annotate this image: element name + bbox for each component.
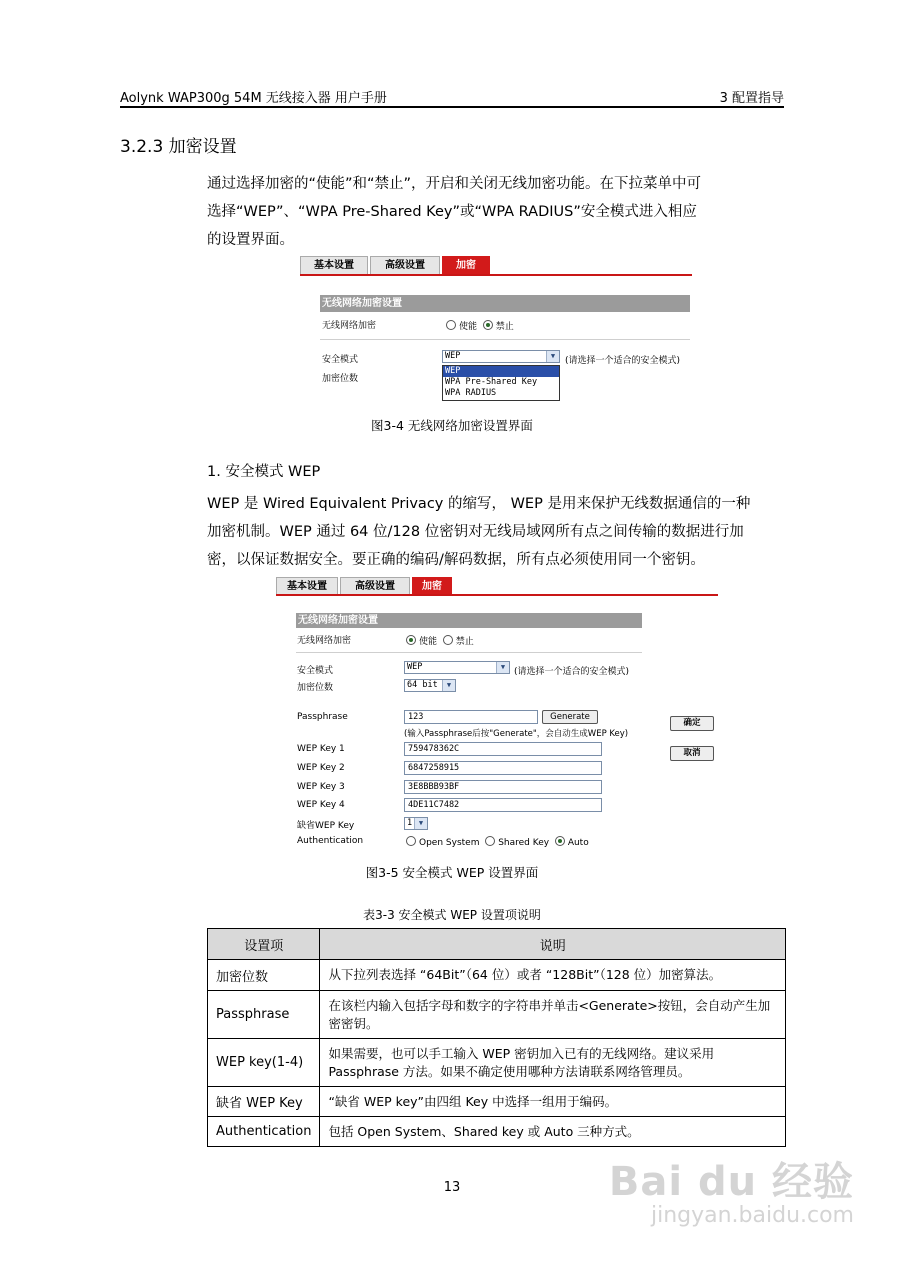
passphrase-label: Passphrase [297, 712, 348, 722]
table-cell-item: WEP key(1-4) [208, 1039, 320, 1087]
mode-select-value: WEP [407, 662, 423, 672]
bits-select[interactable] [404, 679, 456, 692]
encrypt-radio-group [446, 319, 514, 332]
panel-title: 无线网络加密设置 [320, 295, 690, 312]
default-key-value: 1 [407, 818, 413, 828]
wep-line: 密，以保证数据安全。要正确的编码/解码数据，所有点必须使用同一个密钥。 [207, 552, 705, 568]
radio-shared-key-label: Shared Key [498, 838, 550, 848]
watermark-url: jingyan.baidu.com [650, 1203, 854, 1228]
mode-select[interactable] [404, 661, 510, 674]
table-row [208, 1087, 786, 1117]
tab-underline [276, 594, 718, 596]
chevron-down-icon[interactable]: ▼ [496, 662, 509, 673]
table-row [208, 1039, 786, 1087]
radio-open-system[interactable] [406, 836, 416, 846]
intro-paragraph [207, 170, 785, 254]
tab-basic-settings[interactable]: 基本设置 [300, 256, 368, 274]
wep-key3-label: WEP Key 3 [297, 782, 345, 792]
intro-line: 的设置界面。 [207, 232, 294, 248]
intro-line: 通过选择加密的“使能”和“禁止”，开启和关闭无线加密功能。在下拉菜单中可 [207, 176, 702, 192]
mode-label: 安全模式 [297, 666, 334, 676]
wep-key2-input[interactable]: 6847258915 [404, 761, 602, 775]
bits-select-value: 64 bit [407, 680, 438, 690]
wep-key2-label: WEP Key 2 [297, 763, 345, 773]
table-cell-desc: “缺省 WEP key”由四组 Key 中选择一组用于编码。 [320, 1087, 786, 1117]
figure-wep-settings [276, 577, 718, 852]
watermark-logo-text: Bai du 经验 [608, 1159, 854, 1205]
header-title: Aolynk WAP300g 54M 无线接入器 用户手册 [120, 91, 387, 106]
radio-enable-label: 使能 [419, 637, 438, 647]
panel-title: 无线网络加密设置 [296, 613, 642, 628]
radio-disable[interactable] [443, 635, 453, 645]
subsection-title: 1. 安全模式 WEP [207, 464, 321, 480]
table-row [208, 991, 786, 1039]
mode-select[interactable] [442, 350, 560, 363]
tab-advanced-settings[interactable]: 高级设置 [340, 577, 410, 595]
table-row [208, 1117, 786, 1147]
divider [296, 652, 642, 653]
table-cell-item: Authentication [208, 1117, 320, 1147]
wep-paragraph [207, 490, 785, 574]
mode-hint: (请选择一个适合的安全模式) [565, 356, 681, 366]
table-cell-item: 加密位数 [208, 960, 320, 991]
dropdown-option[interactable]: WPA RADIUS [445, 388, 497, 398]
wep-key4-label: WEP Key 4 [297, 800, 345, 810]
intro-line: 选择“WEP”、“WPA Pre-Shared Key”或“WPA RADIUS”安全模式进入相应 [207, 204, 697, 220]
wep-line: WEP 是 Wired Equivalent Privacy 的缩写， WEP 是用来保护无线数据通信的一种 [207, 496, 751, 512]
tab-encryption[interactable]: 加密 [442, 256, 490, 274]
wep-key1-input[interactable]: 759478362C [404, 742, 602, 756]
dropdown-option[interactable]: WEP [443, 366, 559, 377]
radio-auto-label: Auto [567, 838, 589, 848]
table-cell-desc: 如果需要，也可以手工输入 WEP 密钥加入已有的无线网络。建议采用 Passphrase 方法。如果不确定使用哪种方法请联系网络管理员。 [320, 1039, 786, 1087]
encrypt-label: 无线网络加密 [322, 321, 377, 331]
dropdown-option[interactable]: WPA Pre-Shared Key [445, 377, 538, 387]
default-key-label: 缺省WEP Key [297, 821, 355, 831]
section-title: 3.2.3 加密设置 [120, 137, 237, 157]
figure-caption: 图3-4 无线网络加密设置界面 [371, 418, 533, 433]
mode-select-value: WEP [445, 351, 461, 361]
chevron-down-icon[interactable]: ▼ [442, 680, 455, 691]
settings-table [207, 928, 786, 1147]
passphrase-input[interactable]: 123 [404, 710, 538, 724]
table-cell-desc: 从下拉列表选择 “64Bit”（64 位）或者 “128Bit”（128 位）加密算法。 [320, 960, 786, 991]
chevron-down-icon[interactable]: ▼ [414, 818, 427, 829]
wep-key3-input[interactable]: 3E8BBB93BF [404, 780, 602, 794]
radio-enable-label: 使能 [459, 322, 478, 332]
mode-hint: (请选择一个适合的安全模式) [514, 667, 630, 677]
passphrase-hint: (输入Passphrase后按"Generate"，会自动生成WEP Key) [404, 729, 629, 739]
table-header-item: 设置项 [208, 929, 320, 960]
table-header-row [208, 929, 786, 960]
page-header [120, 86, 784, 108]
table-caption: 表3-3 安全模式 WEP 设置项说明 [363, 908, 541, 922]
radio-enable[interactable] [406, 635, 416, 645]
bits-label: 加密位数 [297, 683, 334, 693]
generate-button[interactable]: Generate [542, 710, 598, 724]
bits-label: 加密位数 [322, 374, 359, 384]
radio-enable[interactable] [446, 320, 456, 330]
auth-label: Authentication [297, 836, 364, 846]
radio-auto[interactable] [555, 836, 565, 846]
table-cell-item: 缺省 WEP Key [208, 1087, 320, 1117]
default-key-select[interactable] [404, 817, 428, 830]
radio-open-system-label: Open System [419, 838, 480, 848]
table-header-desc: 说明 [320, 929, 786, 960]
wep-key4-input[interactable]: 4DE11C7482 [404, 798, 602, 812]
radio-disable[interactable] [483, 320, 493, 330]
table-cell-desc: 在该栏内输入包括字母和数字的字符串并单击<Generate>按钮，会自动产生加密密钥。 [320, 991, 786, 1039]
chevron-down-icon[interactable]: ▼ [546, 351, 559, 362]
encrypt-radio-group [406, 634, 474, 647]
figure-encryption-settings [300, 256, 692, 406]
header-chapter: 3 配置指导 [719, 91, 784, 106]
table-cell-desc: 包括 Open System、Shared key 或 Auto 三种方式。 [320, 1117, 786, 1147]
radio-disable-label: 禁止 [495, 322, 514, 332]
radio-shared-key[interactable] [485, 836, 495, 846]
ok-button[interactable]: 确定 [670, 716, 714, 731]
figure-caption: 图3-5 安全模式 WEP 设置界面 [365, 865, 539, 880]
mode-label: 安全模式 [322, 355, 359, 365]
tab-basic-settings[interactable]: 基本设置 [276, 577, 338, 595]
wep-key1-label: WEP Key 1 [297, 744, 345, 754]
table-cell-item: Passphrase [208, 991, 320, 1039]
radio-disable-label: 禁止 [455, 637, 474, 647]
table-row [208, 960, 786, 991]
tab-underline [300, 274, 692, 276]
page-number: 13 [443, 1180, 461, 1195]
tab-advanced-settings[interactable]: 高级设置 [370, 256, 440, 274]
wep-line: 加密机制。WEP 通过 64 位/128 位密钥对无线局域网所有点之间传输的数据进行加 [207, 524, 744, 540]
watermark [609, 1150, 854, 1228]
tab-encryption[interactable]: 加密 [412, 577, 452, 595]
encrypt-label: 无线网络加密 [297, 636, 352, 646]
mode-dropdown-list [442, 365, 560, 401]
auth-radio-group [406, 836, 589, 848]
divider [320, 339, 690, 340]
cancel-button[interactable]: 取消 [670, 746, 714, 761]
